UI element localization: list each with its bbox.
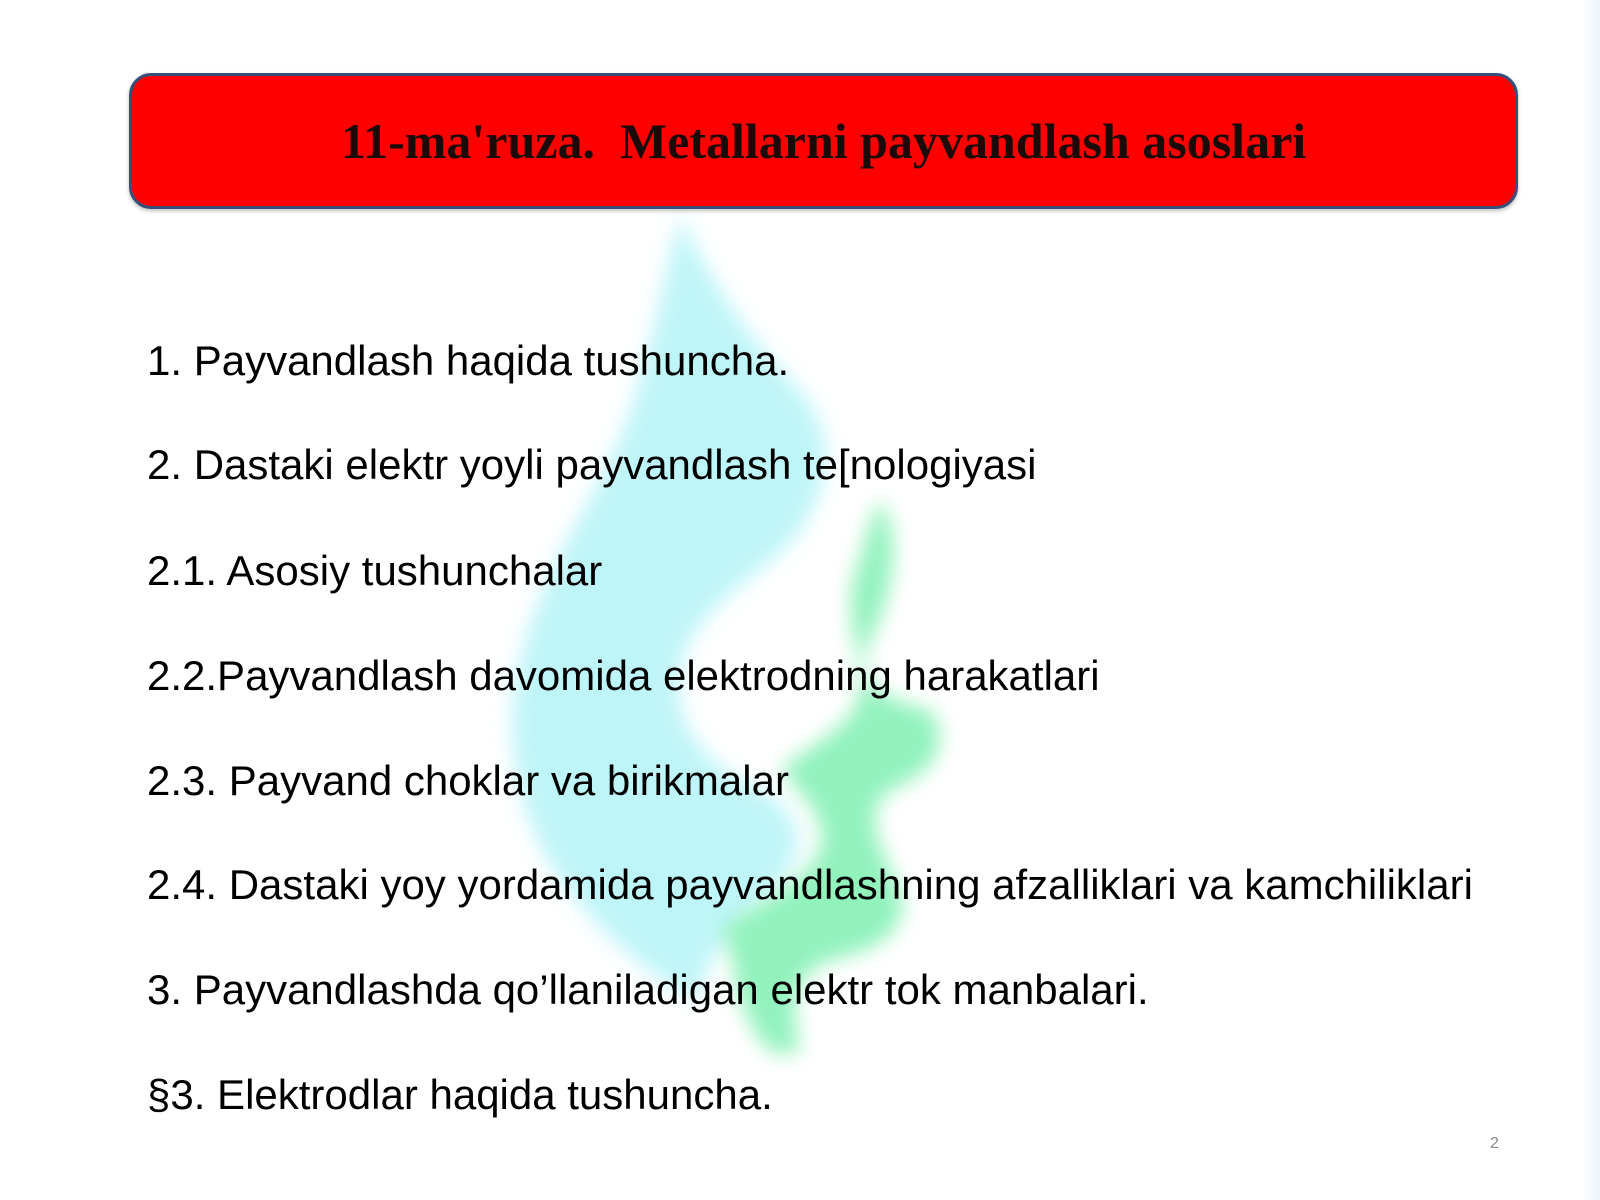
right-edge-shade xyxy=(1582,0,1600,1200)
agenda-item: 2. Dastaki elektr yoyli payvandlash te[nologiyasi xyxy=(147,441,1037,488)
agenda-item: 3. Payvandlashda qo’llaniladigan elektr tok manbalari. xyxy=(147,966,1149,1013)
agenda-item: 2.4. Dastaki yoy yordamida payvandlashning afzalliklari va kamchiliklari xyxy=(147,861,1473,908)
agenda-item: §3. Elektrodlar haqida tushuncha. xyxy=(147,1071,773,1118)
agenda-item: 1. Payvandlash haqida tushuncha. xyxy=(147,337,790,384)
agenda-item: 2.1. Asosiy tushunchalar xyxy=(147,547,603,594)
title-banner xyxy=(129,73,1518,209)
agenda-item: 2.2.Payvandlash davomida elektrodning harakatlari xyxy=(147,652,1100,699)
slide-title: 11-ma'ruza. Metallarni payvandlash asoslari xyxy=(340,113,1307,169)
page-number: 2 xyxy=(1490,1135,1499,1152)
agenda-item: 2.3. Payvand choklar va birikmalar xyxy=(147,757,789,804)
